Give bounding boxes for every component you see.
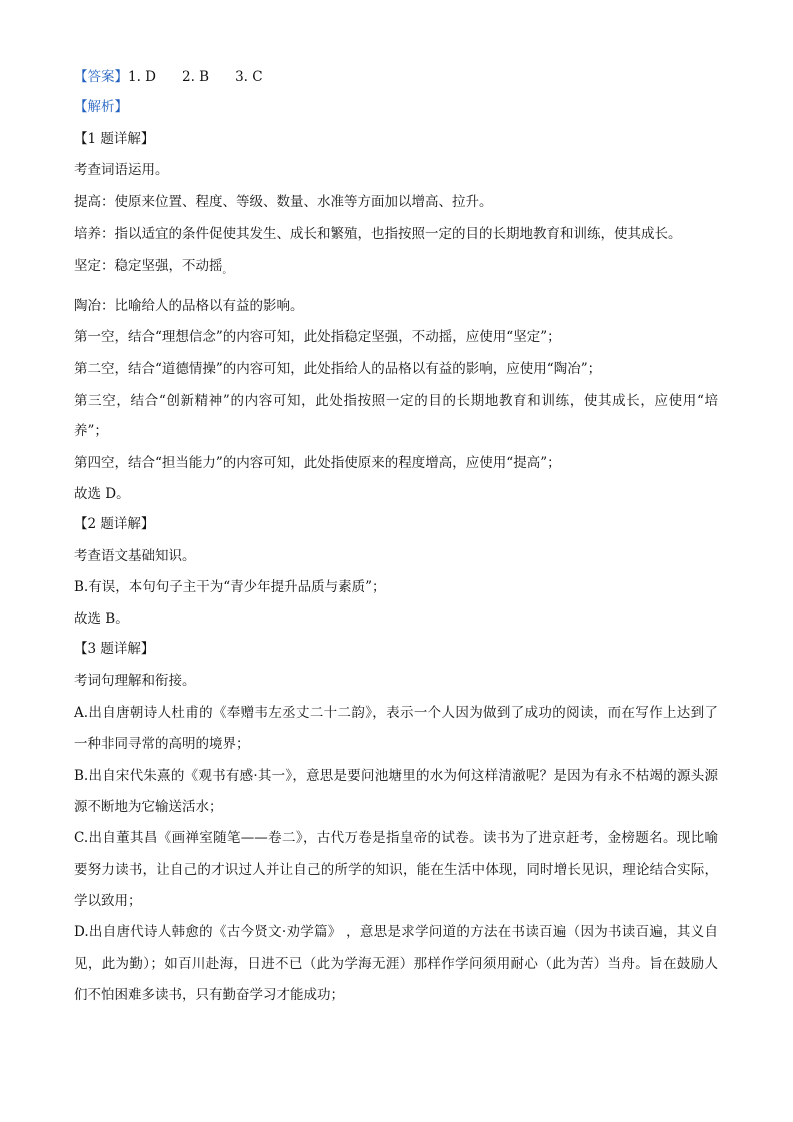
q1-text-3: 培养：指以适宜的条件促使其发生、成长和繁殖，也指按照一定的目的长期地教育和训练，使其成长。 (74, 226, 682, 242)
q3-option-c-line-3: 学以致用； (74, 893, 142, 909)
q3-option-d-line-2: 见，此为勤）；如百川赴海，日进不已（此为学海无涯）那样作学问须用耐心（此为苦）当舟。旨在鼓励人 (74, 956, 718, 972)
q1-text-10: 第四空，结合“担当能力”的内容可知，此处指使原来的程度增高，应使用“提高”； (74, 455, 561, 471)
q1-text-11: 故选 D。 (74, 486, 130, 502)
q2-text-3: 故选 B。 (74, 611, 129, 627)
q1-text-6: 第一空，结合“理想信念”的内容可知，此处指稳定坚强，不动摇，应使用“坚定”； (74, 329, 561, 345)
q2-text-2: B.有误，本句句子主干为“青少年提升品质与素质”； (74, 579, 386, 595)
q3-option-d-line-3: 们不怕困难多读书，只有勤奋学习才能成功； (74, 987, 344, 1003)
q1-text-4-period: 。 (222, 266, 232, 276)
q3-option-b-line-2: 源不断地为它输送活水； (74, 799, 223, 815)
q3-option-c-line-1: C.出自董其昌《画禅室随笔——卷二》，古代万卷是指皇帝的试卷。读书为了进京赶考，金榜题名。现比喻 (74, 830, 718, 846)
q1-text-8: 第三空，结合“创新精神”的内容可知，此处指按照一定的目的长期地教育和训练，使其成长，应使用“培 (74, 393, 718, 409)
q3-option-c-line-2: 要努力读书，让自己的才识过人并让自己的所学的知识，能在生活中体现，同时增长见识，理论结合实际， (74, 862, 718, 878)
q1-text-9: 养”； (74, 423, 108, 439)
analysis-tag: 【解析】 (74, 99, 128, 115)
q1-text-5: 陶冶：比喻给人的品格以有益的影响。 (74, 298, 304, 314)
answer-line (74, 68, 263, 86)
q3-text-1: 考词句理解和衔接。 (74, 673, 196, 689)
q1-text-4 (74, 257, 232, 280)
q1-text-2: 提高：使原来位置、程度、等级、数量、水准等方面加以增高、拉升。 (74, 194, 493, 210)
q3-option-d-line-1: D.出自唐代诗人韩愈的《古今贤文·劝学篇》 ，意思是求学问道的方法在书读百遍（因为书读百遍，其义自 (74, 924, 718, 940)
q1-text-1: 考查词语运用。 (74, 162, 169, 178)
q2-header: 【2 题详解】 (74, 516, 155, 532)
answer-item-3: 3. C (235, 69, 263, 85)
answer-item-2: 2. B (182, 69, 210, 85)
q1-text-7: 第二空，结合“道德情操”的内容可知，此处指给人的品格以有益的影响，应使用“陶冶”； (74, 361, 602, 377)
q2-text-1: 考查语文基础知识。 (74, 548, 196, 564)
q3-header: 【3 题详解】 (74, 641, 155, 657)
q1-text-4-main: 坚定：稳定坚强，不动摇 (74, 258, 223, 274)
q1-header: 【1 题详解】 (74, 131, 155, 147)
q3-option-a-line-1: A.出自唐朝诗人杜甫的《奉赠韦左丞丈二十二韵》，表示一个人因为做到了成功的阅读，而在写作上达到了 (74, 705, 718, 721)
answer-tag: 【答案】 (74, 69, 128, 85)
q3-option-b-line-1: B.出自宋代朱熹的《观书有感·其一》，意思是要问池塘里的水为何这样清澈呢？是因为有永不枯竭的源头源 (74, 768, 718, 784)
answer-item-1: 1. D (128, 69, 156, 85)
q3-option-a-line-2: 一种非同寻常的高明的境界； (74, 736, 250, 752)
